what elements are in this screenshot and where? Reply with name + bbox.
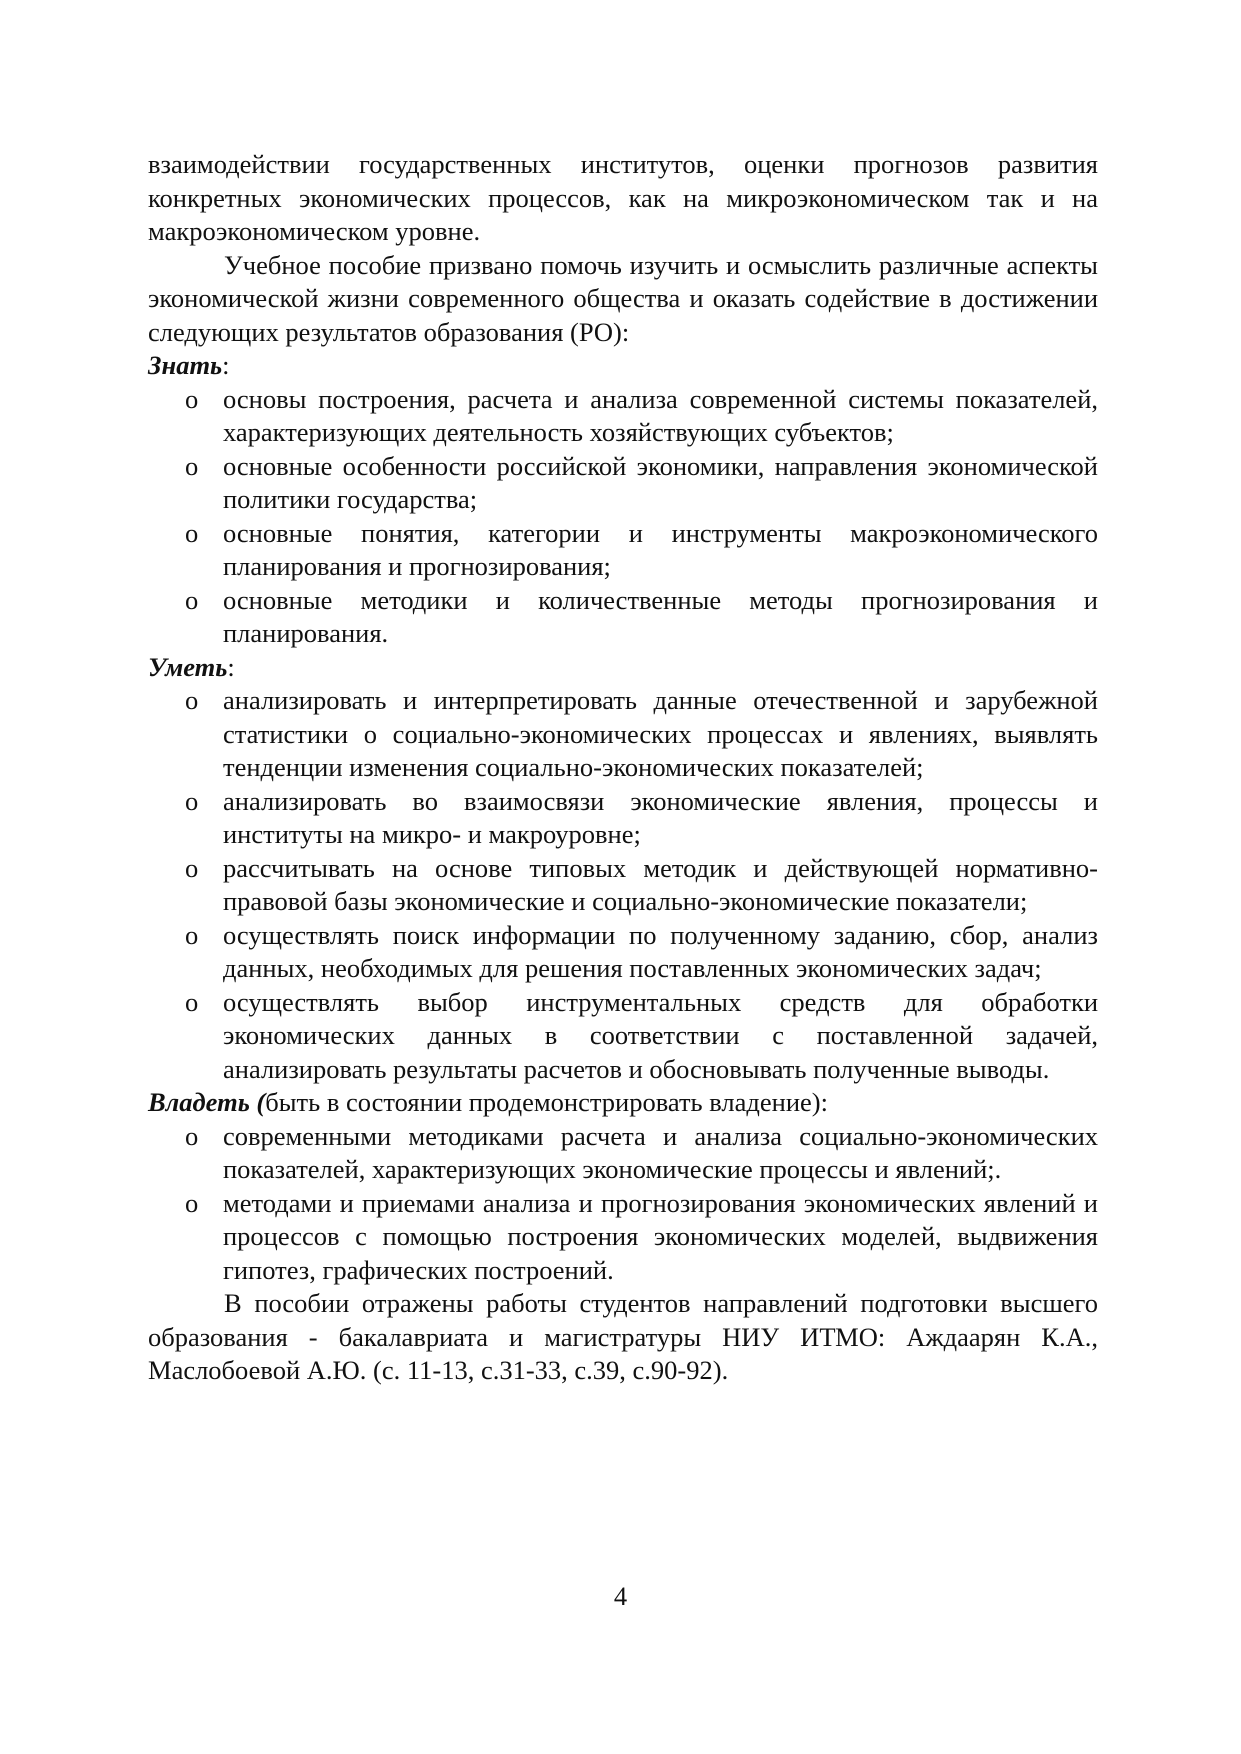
intro-continuation: взаимодействии государственных институтов, оценки прогнозов развития конкретных экономических процессов, как на микроэкономическом так и на макроэкономическом уровне. <box>148 149 1098 246</box>
can-heading <box>148 651 1098 685</box>
own-list <box>148 1120 1098 1288</box>
list-item <box>185 785 1098 852</box>
list-item <box>185 450 1098 517</box>
purpose-paragraph: Учебное пособие призвано помочь изучить и осмыслить различные аспекты экономической жизни современного общества и оказать содействие в достижении следующих результатов образования (РО): <box>148 249 1098 347</box>
list-item <box>185 919 1098 986</box>
bullet-marker: o <box>185 1120 199 1151</box>
can-list <box>148 684 1098 1086</box>
bullet-marker: o <box>185 450 199 481</box>
list-item <box>185 383 1098 450</box>
page-body <box>148 148 1098 1388</box>
own-heading <box>148 1086 1098 1120</box>
list-item-text: анализировать и интерпретировать данные отечественной и зарубежной статистики о социально-экономических процессах и явлениях, выявлять тенденции изменения социально-экономических показателей; <box>223 685 1098 782</box>
know-heading-suffix: : <box>222 350 230 380</box>
bullet-marker: o <box>185 785 199 816</box>
list-item <box>185 1187 1098 1288</box>
bullet-marker: o <box>185 584 199 615</box>
own-heading-suffix: быть в состоянии продемонстрировать владение): <box>265 1087 828 1117</box>
list-item-text: основные особенности российской экономики, направления экономической политики государства; <box>223 450 1098 514</box>
list-item <box>185 986 1098 1087</box>
list-item-text: осуществлять поиск информации по полученному заданию, сбор, анализ данных, необходимых для решения поставленных экономических задач; <box>223 919 1098 983</box>
bullet-marker: o <box>185 986 199 1017</box>
bullet-marker: o <box>185 383 199 414</box>
list-item <box>185 517 1098 584</box>
list-item-text: современными методиками расчета и анализа социально-экономических показателей, характеризующих экономические процессы и явлений;. <box>223 1120 1098 1184</box>
bullet-marker: o <box>185 517 199 548</box>
know-heading <box>148 349 1098 383</box>
know-heading-title: Знать <box>148 350 223 380</box>
bullet-marker: o <box>185 919 199 950</box>
can-heading-title: Уметь <box>148 651 228 682</box>
own-heading-title: Владеть ( <box>148 1087 266 1117</box>
bullet-marker: o <box>185 1187 199 1218</box>
bullet-marker: o <box>185 852 199 883</box>
list-item-text: методами и приемами анализа и прогнозирования экономических явлений и процессов с помощью построения экономических моделей, выдвижения гипотез, графических построений. <box>223 1187 1098 1285</box>
list-item-text: анализировать во взаимосвязи экономические явления, процессы и институты на микро- и макроуровне; <box>223 785 1098 849</box>
list-item <box>185 584 1098 651</box>
know-list <box>148 383 1098 651</box>
bullet-marker: o <box>185 685 199 715</box>
can-heading-suffix: : <box>227 651 235 682</box>
closing-paragraph: В пособии отражены работы студентов направлений подготовки высшего образования - бакалавриата и магистратуры НИУ ИТМО: Аждаарян К.А., Маслобоевой А.Ю. (с. 11-13, с.31-33, с.39, с.90-92). <box>148 1288 1098 1385</box>
page-number: 4 <box>613 1581 628 1611</box>
list-item <box>185 684 1098 785</box>
list-item-text: рассчитывать на основе типовых методик и действующей нормативно-правовой базы экономические и социально-экономические показатели; <box>223 852 1098 916</box>
list-item-text: осуществлять выбор инструментальных средств для обработки экономических данных в соответствии с поставленной задачей, анализировать результаты расчетов и обосновывать полученные выводы. <box>223 986 1098 1084</box>
list-item-text: основы построения, расчета и анализа современной системы показателей, характеризующих деятельность хозяйствующих субъектов; <box>223 383 1098 447</box>
list-item <box>185 852 1098 919</box>
list-item <box>185 1120 1098 1187</box>
list-item-text: основные понятия, категории и инструменты макроэкономического планирования и прогнозирования; <box>223 517 1098 581</box>
list-item-text: основные методики и количественные методы прогнозирования и планирования. <box>223 584 1098 648</box>
